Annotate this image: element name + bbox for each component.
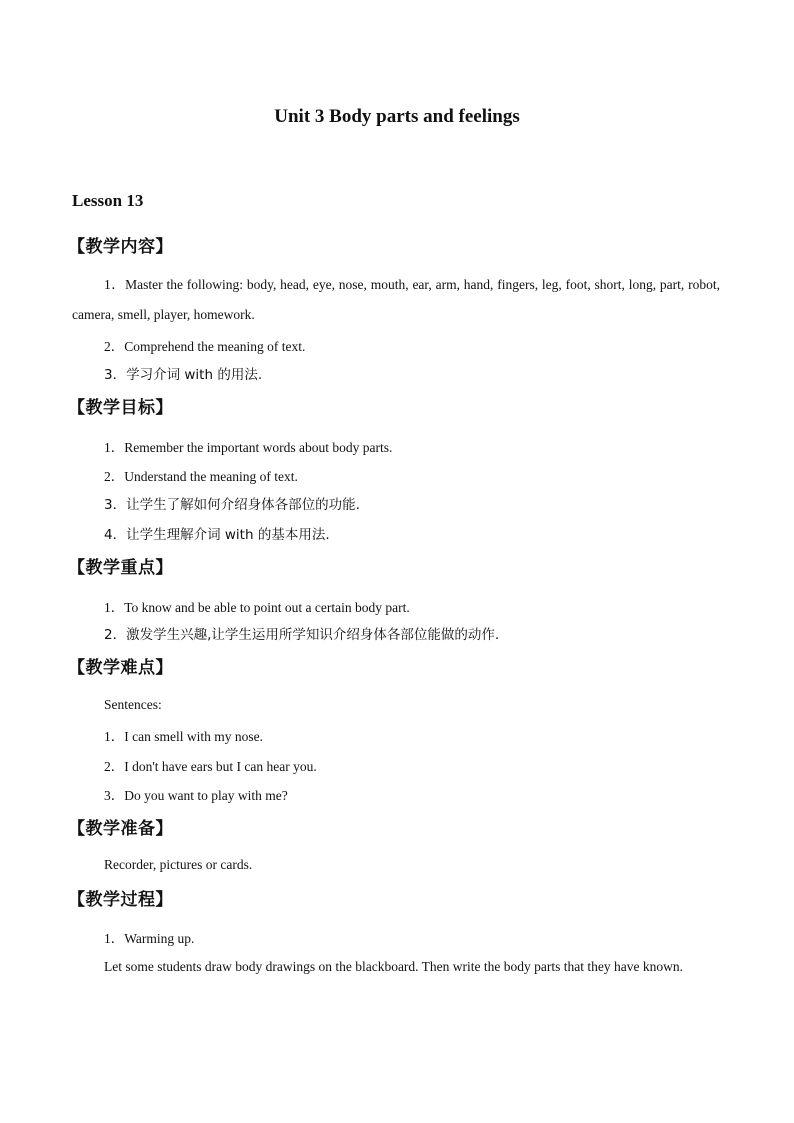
difficulties-item-1: 1．I can smell with my nose. (104, 729, 263, 744)
preparation-item-1: Recorder, pictures or cards. (104, 857, 253, 872)
section-heading-key-points: 【教学重点】 (68, 558, 173, 578)
goals-item-2: 2．Understand the meaning of text. (104, 469, 298, 484)
section-heading-preparation: 【教学准备】 (68, 819, 173, 839)
section-heading-goals: 【教学目标】 (68, 398, 173, 418)
process-paragraph-1: Let some students draw body drawings on the blackboard. Then write the body parts that they have known. (104, 959, 683, 974)
document-title: Unit 3 Body parts and feelings (274, 106, 520, 127)
key-points-item-1: 1．To know and be able to point out a certain body part. (104, 600, 410, 615)
section-heading-content: 【教学内容】 (68, 237, 173, 257)
lesson-label: Lesson 13 (72, 191, 144, 210)
key-points-item-2: 2．激发学生兴趣,让学生运用所学知识介绍身体各部位能做的动作. (104, 627, 500, 643)
section-heading-process: 【教学过程】 (68, 890, 173, 910)
section-heading-difficulties: 【教学难点】 (68, 658, 173, 678)
content-item-2: 2．Comprehend the meaning of text. (104, 339, 306, 354)
content-item-3: 3．学习介词 with 的用法. (104, 367, 263, 383)
difficulties-item-2: 2．I don't have ears but I can hear you. (104, 759, 317, 774)
content-item-1: 1．Master the following: body, head, eye, nose, mouth, ear, arm, hand, fingers, leg, foot, short, long, part, robot, camera, smell, player, homework. (72, 277, 720, 322)
process-item-1: 1．Warming up. (104, 931, 195, 946)
goals-item-3: 3．让学生了解如何介绍身体各部位的功能. (104, 497, 360, 513)
difficulties-intro: Sentences: (104, 697, 162, 712)
difficulties-item-3: 3．Do you want to play with me? (104, 788, 288, 803)
goals-item-4: 4．让学生理解介词 with 的基本用法. (104, 527, 330, 543)
goals-item-1: 1．Remember the important words about body parts. (104, 440, 393, 455)
